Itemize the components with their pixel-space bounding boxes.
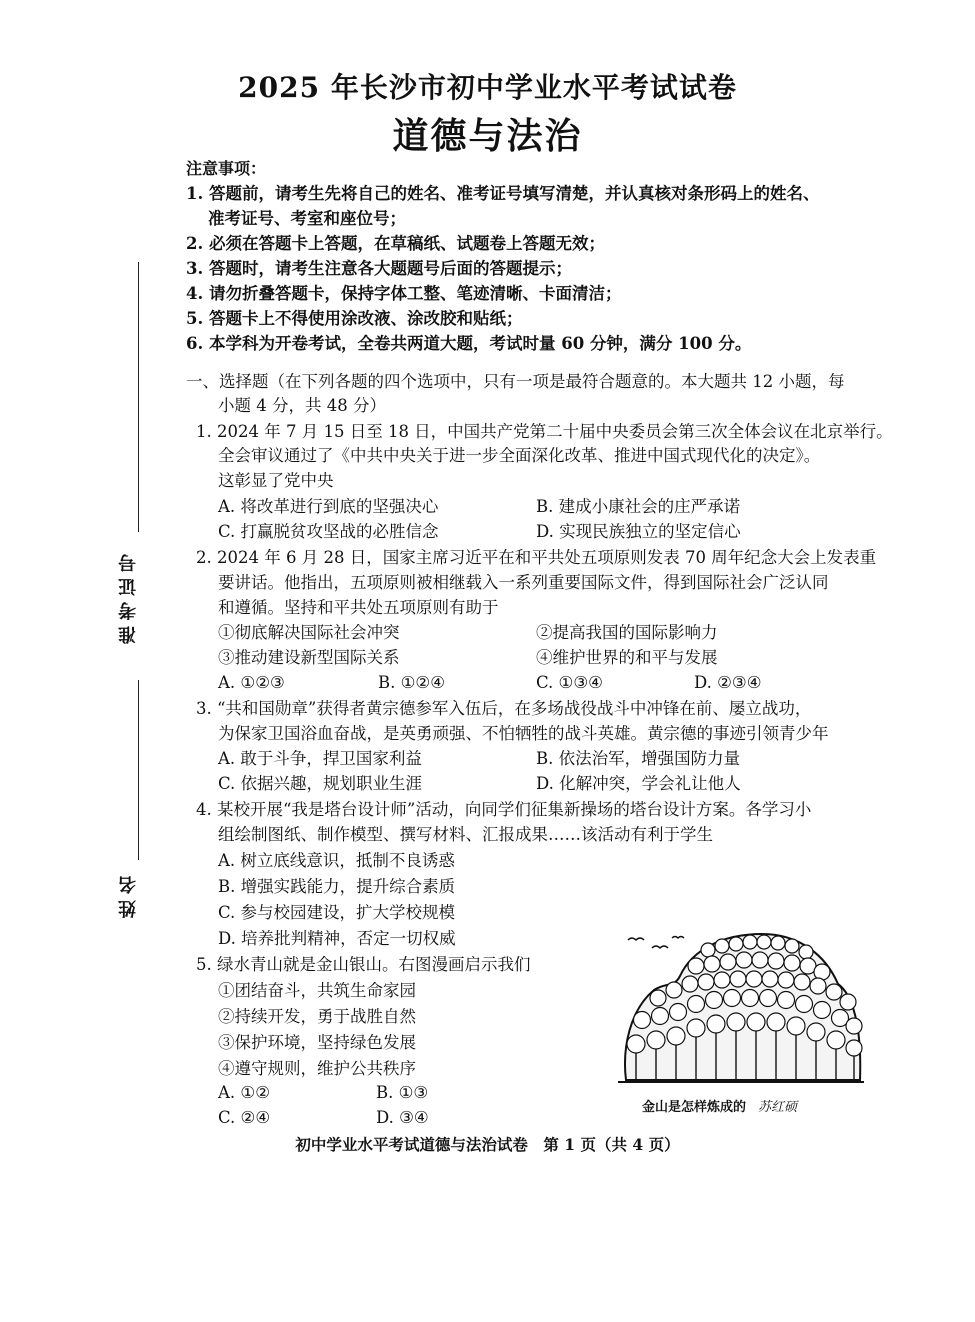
comic-illustration	[612, 928, 870, 1090]
question-4-option-d: D. 培养批判精神，否定一切权威	[218, 929, 456, 948]
question-5-item: ③保护环境，坚持绿色发展	[218, 1033, 416, 1052]
question-2-stem: 要讲话。他指出，五项原则被相继载入一系列重要国际文件，得到国际社会广泛认同	[218, 573, 829, 592]
question-5-option-a: A. ①②	[218, 1083, 270, 1102]
question-1-stem: 全会审议通过了《中共中央关于进一步全面深化改革、推进中国式现代化的决定》。	[218, 446, 821, 465]
question-1-option-a: A. 将改革进行到底的坚强决心	[218, 497, 439, 516]
question-5-stem: 5. 绿水青山就是金山银山。右图漫画启示我们	[196, 955, 531, 974]
note-item: 3. 答题时，请考生注意各大题题号后面的答题提示；	[186, 259, 572, 278]
question-5-item: ④遵守规则，维护公共秩序	[218, 1059, 416, 1078]
note-item: 4. 请勿折叠答题卡，保持字体工整、笔迹清晰、卡面清洁；	[186, 284, 622, 303]
notes-heading: 注意事项：	[186, 159, 267, 178]
question-5-option-c: C. ②④	[218, 1108, 271, 1127]
question-5-item: ②持续开发，勇于战胜自然	[218, 1007, 416, 1026]
comic-caption-title: 金山是怎样炼成的	[642, 1100, 747, 1115]
question-3-option-b: B. 依法治军，增强国防力量	[536, 749, 741, 768]
section-heading: 一、选择题（在下列各题的四个选项中，只有一项是最符合题意的。本大题共 12 小题，每	[186, 372, 845, 391]
question-5-option-d: D. ③④	[376, 1108, 429, 1127]
question-2-option-b: B. ①②④	[378, 673, 445, 692]
question-1-stem: 1. 2024 年 7 月 15 日至 18 日，中国共产党第二十届中央委员会第三次全体会议在北京举行。	[196, 422, 893, 441]
question-3-option-a: A. 敢于斗争，捍卫国家利益	[218, 749, 422, 768]
question-2-item: ①彻底解决国际社会冲突	[218, 623, 400, 642]
question-3-option-d: D. 化解冲突，学会礼让他人	[536, 774, 741, 793]
note-item: 5. 答题卡上不得使用涂改液、涂改胶和贴纸；	[186, 309, 523, 328]
side-dash-middle	[138, 680, 139, 860]
section-heading-cont: 小题 4 分，共 48 分）	[218, 396, 386, 415]
admission-number-label: 准考证号	[118, 548, 139, 644]
question-2-option-c: C. ①③④	[536, 673, 603, 692]
question-1-option-b: B. 建成小康社会的庄严承诺	[536, 497, 741, 516]
question-2-option-d: D. ②③④	[694, 673, 762, 692]
exam-title: 2025 年长沙市初中学业水平考试试卷	[238, 71, 737, 104]
question-4-stem: 组绘制图纸、制作模型、撰写材料、汇报成果……该活动有利于学生	[218, 825, 713, 844]
question-1-option-d: D. 实现民族独立的坚定信心	[536, 522, 741, 541]
note-item: 2. 必须在答题卡上答题，在草稿纸、试题卷上答题无效；	[186, 234, 605, 253]
question-2-item: ④维护世界的和平与发展	[536, 648, 718, 667]
question-4-option-a: A. 树立底线意识，抵制不良诱惑	[218, 851, 455, 870]
comic-caption	[642, 1096, 797, 1115]
question-4-option-b: B. 增强实践能力，提升综合素质	[218, 877, 456, 896]
question-1-stem: 这彰显了党中央	[218, 471, 334, 490]
question-3-stem: 3. “共和国勋章”获得者黄宗德参军入伍后，在多场战役战斗中冲锋在前、屡立战功，	[196, 699, 812, 718]
question-2-item: ③推动建设新型国际关系	[218, 648, 400, 667]
side-dash-top	[138, 262, 139, 532]
page-footer: 初中学业水平考试道德与法治试卷 第 1 页（共 4 页）	[295, 1135, 680, 1154]
question-2-item: ②提高我国的国际影响力	[536, 623, 718, 642]
question-2-stem: 和遵循。坚持和平共处五项原则有助于	[218, 598, 499, 617]
subject-title: 道德与法治	[392, 115, 583, 157]
birds-icon	[628, 937, 684, 949]
question-3-option-c: C. 依据兴趣，规划职业生涯	[218, 774, 423, 793]
note-item: 准考证号、考室和座位号；	[208, 209, 406, 228]
question-3-stem: 为保家卫国浴血奋战，是英勇顽强、不怕牺牲的战斗英雄。黄宗德的事迹引领青少年	[218, 724, 829, 743]
question-1-option-c: C. 打赢脱贫攻坚战的必胜信念	[218, 522, 439, 541]
comic-author: 苏红硕	[758, 1100, 798, 1115]
question-5-item: ①团结奋斗，共筑生命家园	[218, 981, 416, 1000]
note-item: 1. 答题前，请考生先将自己的姓名、准考证号填写清楚，并认真核对条形码上的姓名、	[186, 184, 820, 203]
note-item: 6. 本学科为开卷考试，全卷共两道大题，考试时量 60 分钟，满分 100 分。	[186, 334, 752, 353]
question-2-stem: 2. 2024 年 6 月 28 日，国家主席习近平在和平共处五项原则发表 70 周年纪念大会上发表重	[196, 548, 877, 567]
question-4-stem: 4. 某校开展“我是塔台设计师”活动，向同学们征集新操场的塔台设计方案。各学习小	[196, 800, 812, 819]
question-5-option-b: B. ①③	[376, 1083, 429, 1102]
question-2-option-a: A. ①②③	[218, 673, 285, 692]
question-4-option-c: C. 参与校园建设，扩大学校规模	[218, 903, 456, 922]
name-label: 姓名	[118, 870, 139, 918]
